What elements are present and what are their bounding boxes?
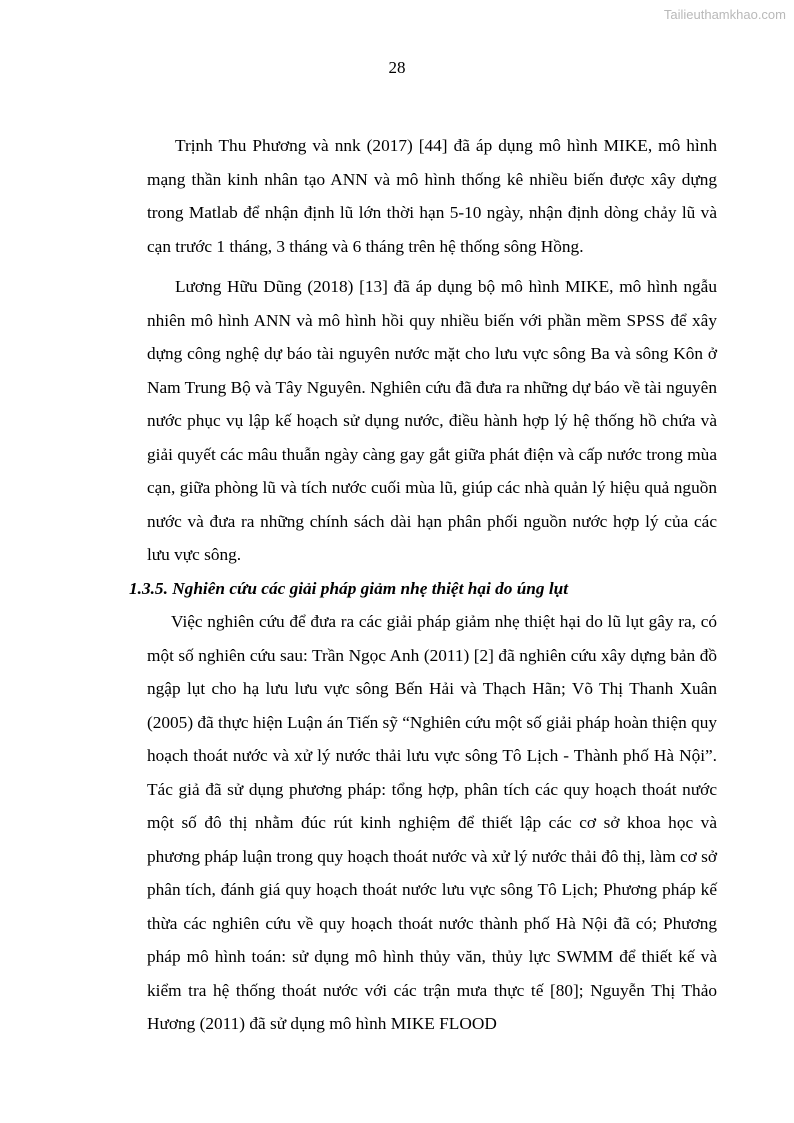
watermark-text: Tailieuthamkhao.com [663,7,786,22]
document-body [129,129,717,1041]
paragraph-section-body: Việc nghiên cứu để đưa ra các giải pháp giảm nhẹ thiệt hại do lũ lụt gây ra, có một số nghiên cứu sau: Trần Ngọc Anh (2011) [2] đã nghiên cứu xây dựng bản đồ ngập lụt cho hạ lưu lưu vực sông Bến Hải và Thạch Hãn; Võ Thị Thanh Xuân (2005) đã thực hiện Luận án Tiến sỹ “Nghiên cứu một số giải pháp hoàn thiện quy hoạch thoát nước và xử lý nước thải lưu vực sông Tô Lịch - Thành phố Hà Nội”. Tác giả đã sử dụng phương pháp: tổng hợp, phân tích các quy hoạch thoát nước một số đô thị nhằm đúc rút kinh nghiệm để thiết lập các cơ sở khoa học và phương pháp luận trong quy hoạch thoát nước và xử lý nước thải đô thị, làm cơ sở phân tích, đánh giá quy hoạch thoát nước lưu vực sông Tô Lịch; Phương pháp kế thừa các nghiên cứu về quy hoạch thoát nước thành phố Hà Nội đã có; Phương pháp mô hình toán: sử dụng mô hình thủy văn, thủy lực SWMM để thiết kế và kiểm tra hệ thống thoát nước với các trận mưa thực tế [80]; Nguyễn Thị Thảo Hương (2011) đã sử dụng mô hình MIKE FLOOD [147,612,717,1033]
paragraph-trinh-thu-phuong: Trịnh Thu Phương và nnk (2017) [44] đã áp dụng mô hình MIKE, mô hình mạng thần kinh nhân tạo ANN và mô hình thống kê nhiều biến được xây dựng trong Matlab để nhận định lũ lớn thời hạn 5-10 ngày, nhận định dòng chảy lũ và cạn trước 1 tháng, 3 tháng và 6 tháng trên hệ thống sông Hồng. [147,136,717,256]
paragraph-luong-huu-dung: Lương Hữu Dũng (2018) [13] đã áp dụng bộ mô hình MIKE, mô hình ngẫu nhiên mô hình ANN và mô hình hồi quy nhiều biến với phần mềm SPSS để xây dựng công nghệ dự báo tài nguyên nước mặt cho lưu vực sông Ba và sông Kôn ở Nam Trung Bộ và Tây Nguyên. Nghiên cứu đã đưa ra những dự báo về tài nguyên nước phục vụ lập kế hoạch sử dụng nước, điều hành hợp lý hệ thống hồ chứa và giải quyết các mâu thuẫn ngày càng gay gắt giữa phát điện và cấp nước trong mùa cạn, giữa phòng lũ và tích nước cuối mùa lũ, giúp các nhà quản lý hiệu quả nguồn nước và đưa ra những chính sách dài hạn phân phối nguồn nước hợp lý của các lưu vực sông. [147,277,717,564]
page-number: 28 [388,58,406,77]
section-heading: 1.3.5. Nghiên cứu các giải pháp giảm nhẹ thiệt hại do úng lụt [129,578,569,598]
